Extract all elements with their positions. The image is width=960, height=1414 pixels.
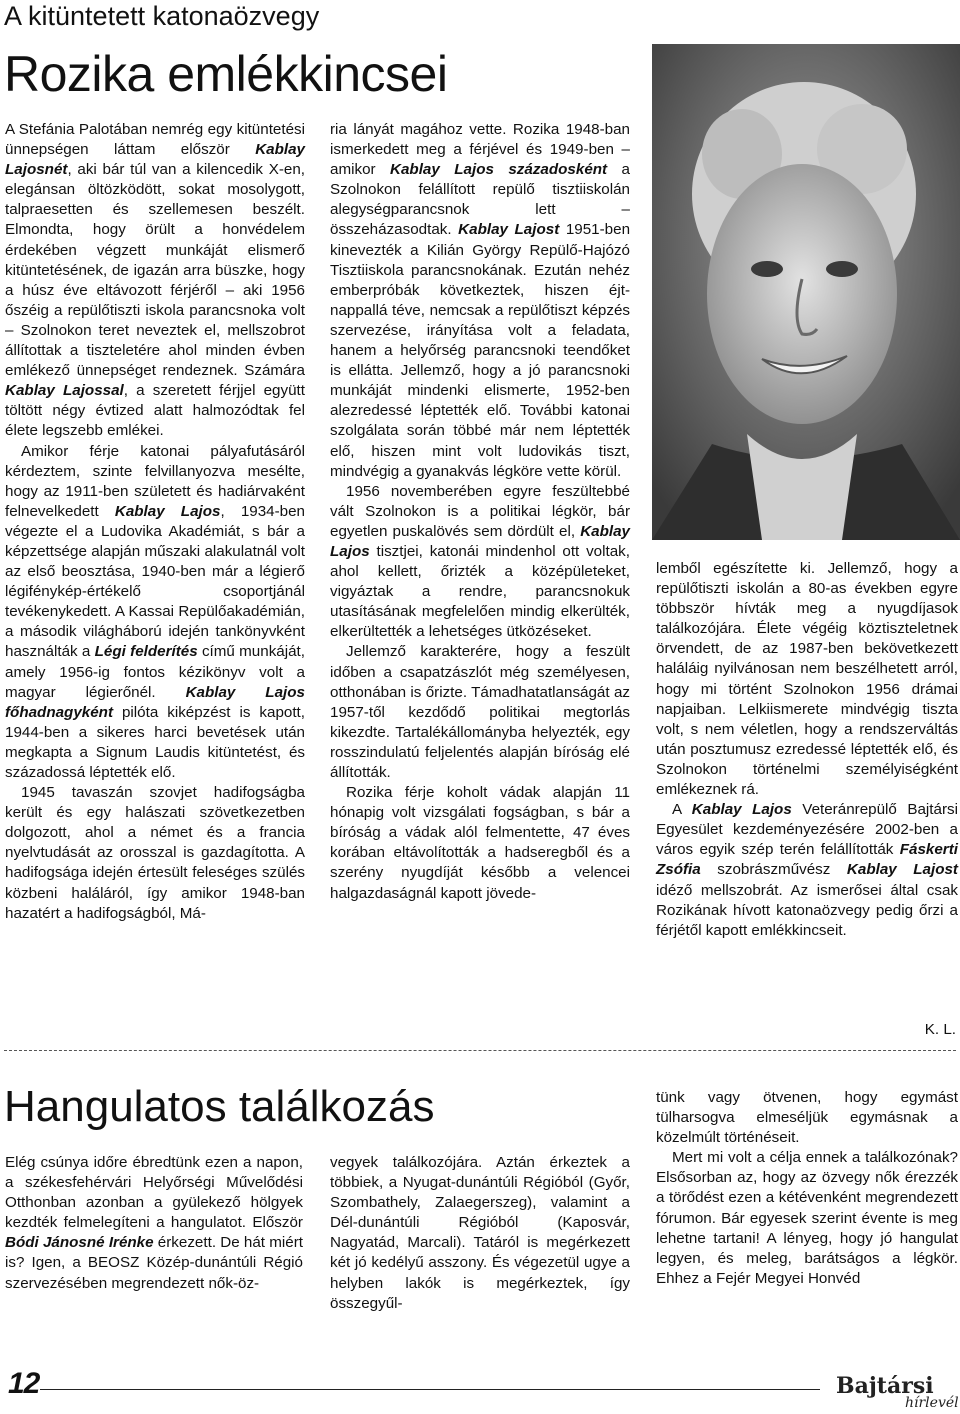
text-run: érkezett. De hát miért is? Igen, a BEOSZ Közép-dunántúli Régió szervezésében megrendezett nők-öz- <box>5 1234 303 1292</box>
text-run: idéző mellszobrát. Az ismerősei által csak Rozikának hívott katonaözvegy pedig őrzi a férjétől kapott emlékkincseit. <box>656 881 958 939</box>
emphasis-name: Bódi Jánosné Irénke <box>5 1234 154 1252</box>
text-run: Veteránrepülő Bajtársi Egyesület kezdeményezésére 2002-ben a város egyik szép terén felállították <box>656 801 958 859</box>
paragraph <box>330 642 630 783</box>
emphasis-name: Kablay Lajos <box>114 502 221 520</box>
text-run: tünk vagy ötvenen, hogy egymást tülharsogva elmeséljük egymásnak a közelmúlt történéseit. <box>656 1089 958 1147</box>
paragraph <box>656 559 958 800</box>
emphasis-name: Kablay Lajos <box>691 801 792 819</box>
paragraph <box>330 482 630 643</box>
article-title: Rozika emlékkincsei <box>4 46 448 102</box>
text-run: , a szeretett férjjel együtt töltött négy évtized alatt halmozódtak fel élete legszebb emlékei. <box>5 382 305 440</box>
paragraph <box>656 800 958 941</box>
text-run: tisztjei, katonái mindenhol ott voltak, ahol kellett, őrizték a középületeket, vigyáztak a rendre, parancsnokuk utasításának megfelelően mindig elkerülték, elkerültették a lehetséges ütközéseket. <box>330 542 630 641</box>
text-run: lemből egészítette ki. Jellemző, hogy a repülőtiszti iskolán a 80-as években egyre többször hívták meg a nyugdíjasok találkozójára. Élete végéig köztiszteletnek örvendett, de az 1987-ben bekövetkezett haláláig nyilvánosan nem beszélhetett arról, hogy mi történt Szolnokon 1956 drámai napjaiban. Lelkiismerete mindvégig tiszta volt, s nem véletlen, hogy a rendszerváltás után posztumusz ezredessé léptették elő, és Szolnokon történelmi személyiségként emlékeznek rá. <box>656 560 958 799</box>
emphasis-name: Fáskerti Zsófia <box>656 841 958 879</box>
text-run: 1951-ben kinevezték a Kilián György Repülő-Hajózó Tisztiiskola parancsnokának. Ezután nehéz emberpróbák következtek, hiszen éjt-nappallá téve, nemcsak a repülőtiszt képzés szervezése, irányítása volt a feladata, hanem a helyőrség parancsnoki teendőket is ellátta. Jellemző, hogy a jó parancsnoki munkáját mindenki elismerte, 1952-ben alezredessé léptették elő. További katonai szolgálata során többé már nem léptették elő, hiszen mint volt ludovikás tiszt, mindvégig a gyanakvás légköre vette körül. <box>330 221 631 480</box>
article-column-3 <box>656 559 958 941</box>
publication-logo: Bajtársi <box>836 1373 934 1399</box>
text-run: , 1934-ben végezte el a Ludovika Akadémiát, s bár a képzettsége alapján műszaki alakulatnál volt az első beosztása, 1940-ben már a légierő légifénykép-értékelő csoportjánál tevékenykedett. A Kassai Repülőakadémián, a második világháború idején tankönyvként használták a <box>5 502 305 661</box>
paragraph <box>330 120 630 482</box>
text-run: A <box>672 801 692 819</box>
text-run: Rozika férje koholt vádak alapján 11 hónapig volt vizsgálati fogságban, s bár a bíróság a vádak alól felmentette, 47 éves korában eltávolították a hadseregből és a szerény nyugdíját később a velencei halgazdaságnál kapott jövede- <box>330 784 630 902</box>
text-run: vegyek találkozójára. Aztán érkeztek a többiek, a Nyugat-dunántúli Régióból (Győr, Szombathely, Zalaegerszeg), valamint a Dél-dunántúli Régióból (Kaposvár, Nagyatád, Marcali). Tatáról is megérkezett két jó kedélyű asszony. És végezetül ugye a helyben lakók is megérkeztek, így összegyűl- <box>330 1154 630 1312</box>
text-run: Amikor férje katonai pályafutásáról kérdeztem, szinte felvillanyozva mesélte, hogy az 1911-ben született és hadiárvaként felnevelkedett <box>5 442 305 520</box>
publication-logo-subtitle: hírlevél <box>905 1395 959 1411</box>
text-run: pilóta kiképzést is kapott, 1944-ben a sikeres harci bevetések után megkapta a Signum Laudis kitüntetést, és századossá léptették elő. <box>5 703 305 781</box>
paragraph <box>5 1153 303 1294</box>
article-column-2 <box>330 120 630 904</box>
text-run: 1956 novemberében egyre feszültebbé vált Szolnokon is a politikai légkör, bár egyetlen puskalövés sem dördült el, <box>330 482 630 540</box>
paragraph <box>330 783 630 904</box>
text-run: 1945 tavaszán szovjet hadifogságba került és egy halászati szövetkezetben dolgozott, ahol a német és a francia nyelvtudását az orosszal is gazdagította. A hadifogsága idején értesült feleséges szülés közbeni haláláról, így amikor 1948-ban hazatért a hadifogságból, Má- <box>5 784 305 922</box>
paragraph <box>5 120 305 442</box>
emphasis-name: Légi felderítés <box>94 643 198 661</box>
text-run: a Szolnokon felállított repülő tisztiiskolán alegységparancsnok lett – összeházasodtak. <box>330 161 631 239</box>
paragraph <box>5 442 305 784</box>
article2-column-1 <box>5 1153 303 1294</box>
portrait-icon <box>652 44 960 540</box>
footer-rule <box>40 1389 820 1390</box>
article-kicker: A kitüntetett katonaözvegy <box>4 1 320 31</box>
article-title-2: Hangulatos találkozás <box>4 1082 435 1131</box>
emphasis-name: Kablay Lajossal <box>5 382 124 400</box>
paragraph <box>656 1088 958 1148</box>
section-divider <box>4 1050 956 1051</box>
page-number: 12 <box>8 1367 40 1400</box>
text-run: Elég csúnya időre ébredtünk ezen a napon, a székesfehérvári Helyőrségi Művelődési Otthonban azonban a gyülekező hölgyek kezdték felmelegíteni a hangulatot. Először <box>5 1154 303 1232</box>
text-run: című munkáját, amely 1956-ig fontos kézikönyv volt a magyar légierőnél. <box>5 643 305 701</box>
portrait-photo <box>652 44 960 540</box>
article2-column-2 <box>330 1153 630 1314</box>
emphasis-name: Kablay Lajost <box>846 861 958 879</box>
emphasis-name: Kablay Lajos <box>330 522 630 560</box>
article2-column-3 <box>656 1088 958 1289</box>
paragraph <box>330 1153 630 1314</box>
article-column-1 <box>5 120 305 924</box>
emphasis-name: Kablay Lajosnét <box>5 141 305 179</box>
text-run: A Stefánia Palotában nemrég egy kitüntetési ünnepségen láttam először <box>5 121 305 159</box>
paragraph <box>656 1148 958 1289</box>
author-signature: K. L. <box>924 1021 956 1038</box>
text-run: szobrászművész <box>700 861 847 879</box>
text-run: ria lányát magához vette. Rozika 1948-ban ismerkedett meg a férjével és 1949-ben – amikor <box>330 121 630 179</box>
paragraph <box>5 783 305 924</box>
emphasis-name: Kablay Lajos századosként <box>390 161 608 179</box>
text-run: Jellemző karakterére, hogy a feszült időben a csapatzászlót még személyesen, otthonában is őrizte. Támadhatatlanságát az 1957-től kezdődő politikai megtorlás kikezdte. Tartalékállományba helyezték, egy rosszindulatú feljelentés alapján bíróság elé állították. <box>330 643 630 781</box>
text-run: Mert mi volt a célja ennek a találkozónak? Elsősorban az, hogy az özvegy nők érezzék a törődést ezen a kétévenként megrendezett fórumon. Bár egyesek szerint évente is meg lehetne tartani! A lényeg, hogy jó hangulat legyen, és meleg, barátságos a légkör. Ehhez a Fejér Megyei Honvéd <box>656 1149 958 1287</box>
text-run: , aki bár túl van a kilencedik X-en, elegánsan öltözködött, sokat mosolygott, talpraesetten és szellemesen beszélt. Elmondta, hogy örült a honvédelem érdekében végzett munkáját elismerő kitüntetésének, de igazán arra büszke, hogy a húsz éve eltávozott férjéről – aki 1956 őszéig a repülőtiszti iskola parancsnoka volt – Szolnokon teret neveztek el, mellszobrot állítottak a tiszteletére ahol minden évben emlékező ünnepséget rendeznek. Számára <box>5 161 305 380</box>
emphasis-name: Kablay Lajos főhadnagyként <box>5 683 305 721</box>
emphasis-name: Kablay Lajost <box>458 221 560 239</box>
